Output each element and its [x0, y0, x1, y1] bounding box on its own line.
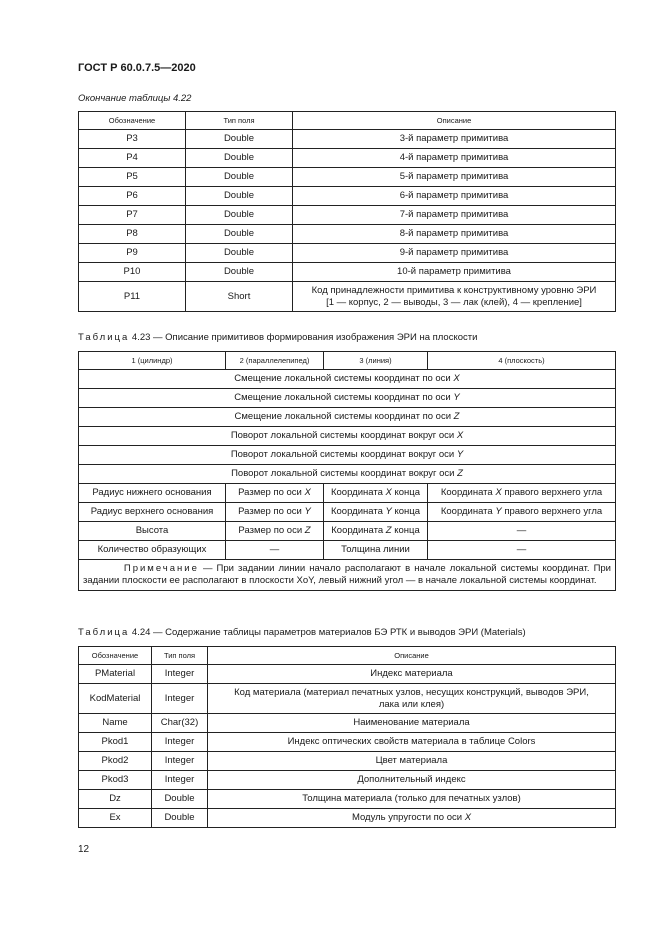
table-4-22	[78, 111, 616, 312]
table-row: Поворот локальной системы координат вокруг оси Z	[79, 465, 616, 484]
table-row: P5 Double 5-й параметр примитива	[79, 168, 616, 187]
table-24-caption: Таблица 4.24 — Содержание таблицы параметров материалов БЭ РТК и выводов ЭРИ (Materials)	[78, 627, 526, 638]
table-note-row	[79, 560, 616, 591]
table-row: P7 Double 7-й параметр примитива	[79, 206, 616, 225]
page-number: 12	[78, 844, 90, 855]
table-row: Смещение локальной системы координат по оси Z	[79, 408, 616, 427]
table-row: P6 Double 6-й параметр примитива	[79, 187, 616, 206]
table-row: P10 Double 10-й параметр примитива	[79, 263, 616, 282]
col-header: Тип поля	[186, 112, 293, 130]
table-row: KodMaterial Integer Код материала (материал печатных узлов, несущих конструкций, выводов ЭРИ, лака или клея)	[79, 684, 616, 714]
col-header: Описание	[208, 647, 616, 665]
table-note: Примечание — При задании линии начало располагают в начале локальной системы координат. При задании плоскости ее располагают в плоскости XoY, левый нижний угол — в начале локальной системы координат.	[79, 560, 616, 591]
col-header: Описание	[293, 112, 616, 130]
table-row: P3 Double 3-й параметр примитива	[79, 130, 616, 149]
table-row: P8 Double 8-й параметр примитива	[79, 225, 616, 244]
table-row: Радиус верхнего основания Размер по оси Y Координата Y конца Координата Y правого верхнего угла	[79, 503, 616, 522]
col-header: 4 (плоскость)	[428, 352, 616, 370]
table-4-24	[78, 646, 616, 828]
table-row: Dz Double Толщина материала (только для печатных узлов)	[79, 790, 616, 809]
table-row: P11 Short Код принадлежности примитива к конструктивному уровню ЭРИ [1 — корпус, 2 — выводы, 3 — лак (клей), 4 — крепление]	[79, 282, 616, 312]
col-header: Тип поля	[152, 647, 208, 665]
table-row: Поворот локальной системы координат вокруг оси Y	[79, 446, 616, 465]
table-row: Ex Double Модуль упругости по оси X	[79, 809, 616, 828]
table-4-23	[78, 351, 616, 591]
table-row: Name Char(32) Наименование материала	[79, 714, 616, 733]
table-row: Pkod1 Integer Индекс оптических свойств материала в таблице Colors	[79, 733, 616, 752]
col-header: Обозначение	[79, 112, 186, 130]
table-row: Pkod2 Integer Цвет материала	[79, 752, 616, 771]
table-row: P4 Double 4-й параметр примитива	[79, 149, 616, 168]
table-row: Смещение локальной системы координат по оси Y	[79, 389, 616, 408]
col-header: Обозначение	[79, 647, 152, 665]
table-row: Радиус нижнего основания Размер по оси X Координата X конца Координата X правого верхнего угла	[79, 484, 616, 503]
table-23-caption: Таблица 4.23 — Описание примитивов формирования изображения ЭРИ на плоскости	[78, 332, 478, 343]
table-22-caption: Окончание таблицы 4.22	[78, 93, 192, 104]
table-row: Количество образующих — Толщина линии —	[79, 541, 616, 560]
table-row: Высота Размер по оси Z Координата Z конца —	[79, 522, 616, 541]
table-row: PMaterial Integer Индекс материала	[79, 665, 616, 684]
col-header: 1 (цилиндр)	[79, 352, 226, 370]
table-row: P9 Double 9-й параметр примитива	[79, 244, 616, 263]
table-row: Смещение локальной системы координат по оси X	[79, 370, 616, 389]
col-header: 2 (параллелепипед)	[226, 352, 324, 370]
table-row: Pkod3 Integer Дополнительный индекс	[79, 771, 616, 790]
col-header: 3 (линия)	[324, 352, 428, 370]
document-code: ГОСТ Р 60.0.7.5—2020	[78, 62, 196, 74]
table-row: Поворот локальной системы координат вокруг оси X	[79, 427, 616, 446]
